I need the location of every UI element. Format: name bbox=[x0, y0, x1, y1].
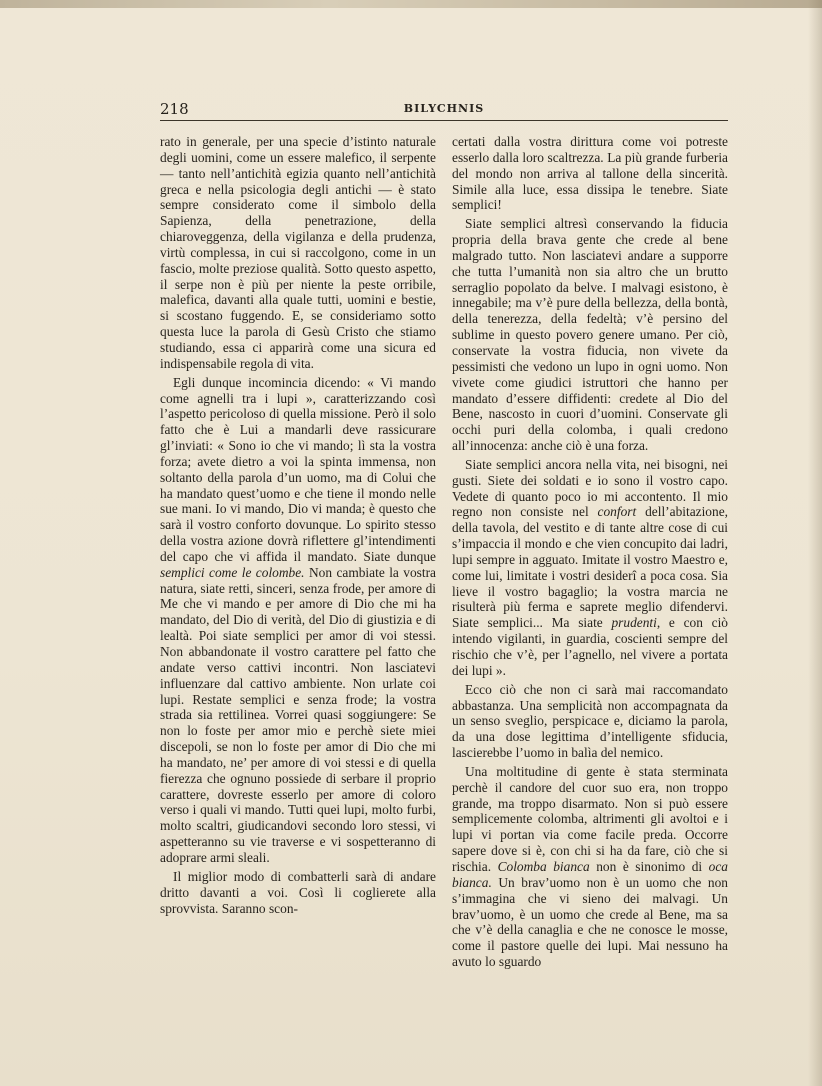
page-right-shadow bbox=[808, 0, 822, 1086]
paragraph bbox=[452, 134, 728, 213]
paragraph bbox=[452, 457, 728, 679]
text-segment: rato in generale, per una specie d’istinto naturale degli uomini, come un essere malefico, il serpente — tanto nell’antichità egizia quanto nell’antichità greca e nella psicologia degli antichi — è stato sempre considerato come il simbolo della Sapienza, della penetrazione, della chiaroveggenza, della vigilanza e della prudenza, virtù complessa, in cui si raccolgono, come in un fascio, molte preziose qualità. Sotto questo aspetto, il serpe non è più per niente la peste orribile, malefica, davanti alla quale tutti, uomini e bestie, si scostano fuggendo. E, se consideriamo sotto questa luce la parola di Gesù Cristo che stiamo studiando, essa ci apparirà come una sicura ed indispensabile regola di vita. bbox=[160, 134, 436, 371]
paragraph bbox=[452, 216, 728, 454]
page-number: 218 bbox=[160, 100, 189, 118]
paragraph bbox=[160, 869, 436, 917]
italic-text: semplici come le colombe. bbox=[160, 564, 305, 580]
page-header bbox=[160, 98, 728, 121]
left-column bbox=[160, 134, 436, 919]
text-segment: Siate semplici ancora nella vita, nei bisogni, nei gusti. Siete dei soldati e io sono il vostro capo. Vedete di quanto poco io mi accontento. Il mio regno non consiste nel bbox=[452, 456, 728, 520]
paragraph bbox=[452, 682, 728, 761]
text-segment: dell’abitazione, della tavola, del vestito e di tante altre cose di cui s’impaccia il mondo e che vien concupito dai ladri, lupi sempre in agguato. Imitate il vostro Maestro e, come lui, limitate i vostri desiderî a poca cosa. Sia lieve il vostro bagaglio; la vostra marcia ne risulterà più ferma e saprete meglio difendervi. Siate semplici... Ma siate bbox=[452, 504, 728, 631]
text-segment: Egli dunque incomincia dicendo: « Vi mando come agnelli tra i lupi », caratterizzando così l’aspetto pericoloso di quella missione. Però il solo fatto che è Lui a mandarli deve rassicurare gl’inviati: « Sono io che vi mando; lì sta la vostra forza; avete dietro a voi la spinta immensa, non soltanto della parola d’un uomo, ma di Colui che ha mandato quest’uomo e che tiene il mondo nelle sue mani. Io vi mando, Dio vi manda; è questo che sarà il vostro conforto dovunque. Lo spirito stesso della vostra azione dovrà riflettere gl’intendimenti del capo che vi affida il mandato. Siate dunque bbox=[160, 374, 436, 564]
text-segment: certati dalla vostra dirittura come voi potreste esserlo dalla loro scaltrezza. La più grande furberia del mondo non arriva al tallone della sincerità. Simile alla luce, essa dissipa le tenebre. Siate semplici! bbox=[452, 134, 728, 213]
italic-text: Colomba bianca bbox=[497, 858, 590, 874]
text-segment: Siate semplici altresì conservando la fiducia propria della brava gente che crede al bene malgrado tutto. Non lasciatevi andare a supporre che tutta l’umanità non sia altro che un brutto serraglio popolato da belve. I malvagi esistono, è innegabile; ma v’è pure della bellezza, della bontà, della tenerezza, della fedeltà; v’è persino del sublime in questo povero genere umano. Per ciò, conservate la vostra fiducia, non vivete da pessimisti che vedono un lupo in ogni uomo. Non vivete come giudici istruttori che hanno per mandato d’essere diffidenti: credete al Dio del Bene, nascosto in cuori d’uomini. Conservate gli occhi puri della colomba, i quali credono all’innocenza: anche ciò è una forza. bbox=[452, 216, 728, 454]
running-title: BILYCHNIS bbox=[403, 102, 485, 115]
italic-text: prudenti bbox=[611, 615, 657, 631]
text-segment: Il miglior modo di combatterli sarà di andare dritto davanti a voi. Così li coglierete alla sprovvista. Saranno scon- bbox=[160, 868, 436, 916]
italic-text: oca bianca. bbox=[452, 858, 728, 890]
text-segment: Non cambiate la vostra natura, siate retti, sinceri, senza frode, per amore di Me che vi mando e per amore di Dio che mi ha mandato, del Dio di verità, del Dio di giustizia e di lealtà. Poi siate semplici per amor di voi stessi. Non abbandonate il vostro carattere pel fatto che andate verso cattivi incontri. Non lasciatevi influenzare dal cattivo ambiente. Non urlate coi lupi. Restate semplici e senza frode; la vostra strada sia rettilinea. Vorrei quasi soggiungere: Se non lo foste per amor mio e perchè siete miei discepoli, se non lo foste per amor di Dio che mi ha mandato, ne’ per amore di voi stessi e di quella fierezza che ognuno possiede di serbare il proprio carattere, dovreste esserlo per amore di coloro verso i quali vi mando. Tutti quei lupi, molto furbi, molto scaltri, giudicandovi secondo loro stessi, vi aspetteranno su vie traverse e vi sospetteranno di adoprare armi sleali. bbox=[160, 564, 437, 865]
text-segment: Una moltitudine di gente è stata sterminata perchè il candore del cuor suo era, non troppo grande, ma troppo disarmato. Non si può essere semplicemente colomba, altrimenti gli avoltoi e i lupi vi portan via come facile preda. Occorre sapere dove si è, con chi si ha da fare, ciò che si rischia. bbox=[452, 763, 728, 874]
paragraph bbox=[160, 134, 436, 372]
text-segment: , e con ciò intendo vigilanti, in guardia, coscienti sempre del rischio che v’è, per l’agnello, nel vivere a portata dei lupi ». bbox=[452, 615, 729, 678]
paragraph bbox=[160, 375, 436, 866]
paragraph bbox=[452, 764, 728, 970]
text-segment: Ecco ciò che non ci sarà mai raccomandato abbastanza. Una semplicità non accompagnata da un senso sveglio, perspicace e, diciamo la parola, da una dose legittima d’intelligente sfiducia, lascierebbe l’uomo in balìa del nemico. bbox=[452, 681, 728, 761]
text-segment: non è sinonimo di bbox=[589, 858, 709, 874]
text-segment: Un brav’uomo non è un uomo che non s’immagina che vi sieno dei malvagi. Un brav’uomo, è un uomo che crede al Bene, ma sa che v’è della canaglia e che ne conosce le mosse, come il pastore quelle dei lupi. Mai nessuno ha avuto lo sguardo bbox=[452, 874, 728, 970]
page-top-edge bbox=[0, 0, 822, 8]
right-column bbox=[452, 134, 728, 973]
italic-text: confort bbox=[597, 504, 637, 520]
